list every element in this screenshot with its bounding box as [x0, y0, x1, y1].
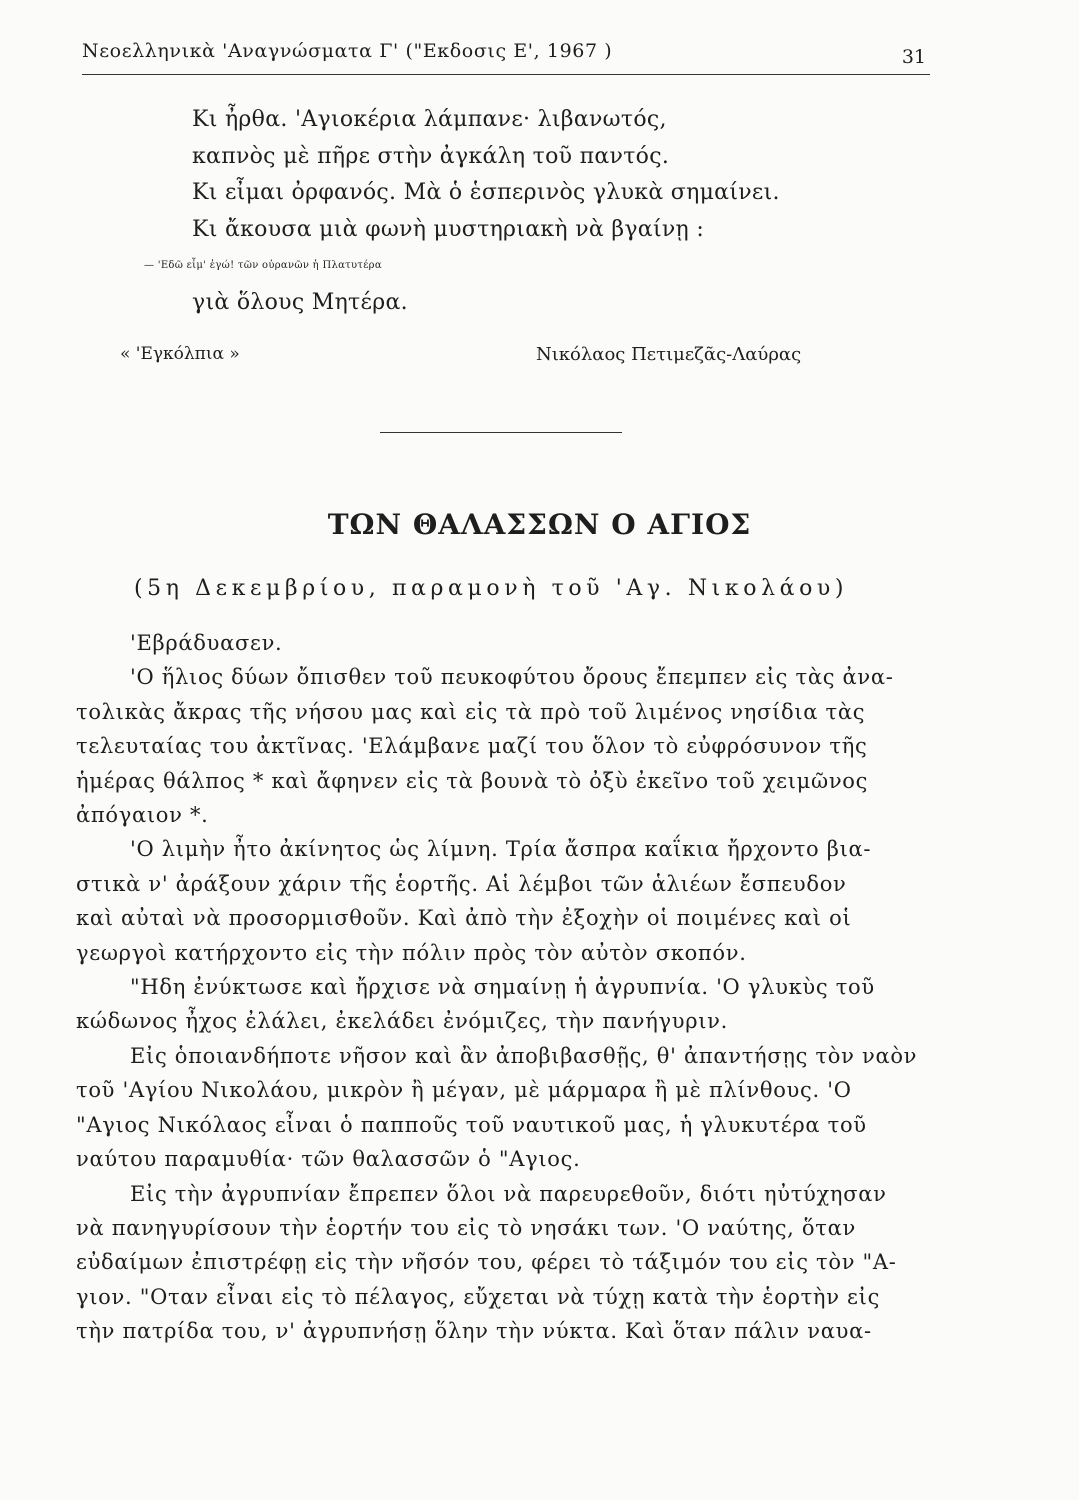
text-line: 'Εβράδυασεν. [130, 631, 283, 655]
page-number: 31 [901, 46, 926, 68]
poem-line: — 'Εδῶ εἶμ' ἐγώ! τῶν οὐρανῶν ἡ Πλατυτέρα [144, 260, 382, 271]
running-header [82, 34, 930, 75]
text-line: γιον. "Οταν εἶναι εἰς τὸ πέλαγος, εὔχεται νὰ τύχῃ κατὰ τὴν ἑορτὴν εἰς [76, 1284, 881, 1309]
text-line: κώδωνος ἦχος ἐλάλει, ἐκελάδει ἐνόμιζες, τὴν πανήγυριν. [76, 1009, 729, 1034]
text-line: "Ηδη ἐνύκτωσε καὶ ἤρχισε νὰ σημαίνῃ ἡ ἀγρυπνία. 'Ο γλυκὺς τοῦ [130, 975, 875, 1000]
poem-author: Νικόλαος Πετιμεζᾶς-Λαύρας [536, 344, 802, 365]
text-line: Εἰς ὁποιανδήποτε νῆσον καὶ ἂν ἀποβιβασθῇς, θ' ἀπαντήσῃς τὸν ναὸν [130, 1043, 918, 1068]
book-title: Νεοελληνικὰ 'Αναγνώσματα Γ' ("Εκδοσις Ε', 1967 ) [82, 40, 613, 62]
poem-line: Κι εἶμαι ὀρφανός. Μὰ ὁ ἑσπερινὸς γλυκὰ σημαίνει. [192, 180, 780, 205]
text-line: τελευταίας του ἀκτῖνας. 'Ελάμβανε μαζί του ὅλον τὸ εὐφρόσυνον τῆς [76, 734, 868, 759]
article-subtitle: (5η Δεκεμβρίου, παραμονὴ τοῦ 'Αγ. Νικολάου) [134, 576, 849, 601]
poem-line: Κι ἄκουσα μιὰ φωνὴ μυστηριακὴ νὰ βγαίνῃ : [192, 216, 705, 242]
section-divider [380, 432, 622, 433]
text-line: Εἰς τὴν ἀγρυπνίαν ἔπρεπεν ὅλοι νὰ παρευρεθοῦν, διότι ηὐτύχησαν [130, 1181, 887, 1206]
text-line: ἀπόγαιον *. [76, 803, 209, 828]
poem-line: Κι ἦρθα. 'Αγιοκέρια λάμπανε· λιβανωτός, [192, 107, 667, 132]
text-line: τοῦ 'Αγίου Νικολάου, μικρὸν ἢ μέγαν, μὲ μάρμαρα ἢ μὲ πλίνθους. 'Ο [76, 1078, 852, 1103]
article-title: ΤΩΝ ΘΑΛΑΣΣΩΝ Ο ΑΓΙΟΣ [327, 508, 752, 541]
poem-line: γιὰ ὅλους Μητέρα. [192, 289, 408, 315]
text-line: στικὰ ν' ἀράξουν χάριν τῆς ἑορτῆς. Αἱ λέμβοι τῶν ἁλιέων ἔσπευδον [76, 871, 847, 896]
text-line: γεωργοὶ κατήρχοντο εἰς τὴν πόλιν πρὸς τὸν αὐτὸν σκοπόν. [76, 940, 747, 965]
text-line: ἡμέρας θάλπος * καὶ ἄφηνεν εἰς τὰ βουνὰ τὸ ὀξὺ ἐκεῖνο τοῦ χειμῶνος [76, 768, 869, 793]
article-body [76, 626, 928, 1349]
text-line: νὰ πανηγυρίσουν τὴν ἑορτήν του εἰς τὸ νησάκι των. 'Ο ναύτης, ὅταν [76, 1215, 856, 1240]
text-line: καὶ αὐταὶ νὰ προσορμισθοῦν. Καὶ ἀπὸ τὴν ἐξοχὴν οἱ ποιμένες καὶ οἱ [76, 906, 852, 931]
poem-excerpt [144, 102, 832, 321]
text-line: 'Ο ἥλιος δύων ὄπισθεν τοῦ πευκοφύτου ὄρους ἔπεμπεν εἰς τὰς ἀνα- [130, 665, 894, 690]
text-line: ναύτου παραμυθία· τῶν θαλασσῶν ὁ "Αγιος. [76, 1147, 581, 1172]
poem-attribution [120, 344, 840, 374]
text-line: τὴν πατρίδα του, ν' ἀγρυπνήσῃ ὅλην τὴν νύκτα. Καὶ ὅταν πάλιν ναυα- [76, 1319, 872, 1344]
text-line: "Αγιος Νικόλαος εἶναι ὁ παπποῦς τοῦ ναυτικοῦ μας, ἡ γλυκυτέρα τοῦ [76, 1112, 867, 1137]
text-line: 'Ο λιμὴν ἦτο ἀκίνητος ὡς λίμνη. Τρία ἄσπρα καΐκια ἤρχοντο βια- [130, 837, 872, 862]
text-line: εὐδαίμων ἐπιστρέφῃ εἰς τὴν νῆσόν του, φέρει τὸ τάξιμόν του εἰς τὸν "Α- [76, 1250, 897, 1275]
poem-source: « 'Εγκόλπια » [120, 344, 240, 364]
text-line: τολικὰς ἄκρας τῆς νήσου μας καὶ εἰς τὰ πρὸ τοῦ λιμένος νησίδια τὰς [76, 699, 866, 724]
poem-line: καπνὸς μὲ πῆρε στὴν ἀγκάλη τοῦ παντός. [192, 143, 670, 169]
